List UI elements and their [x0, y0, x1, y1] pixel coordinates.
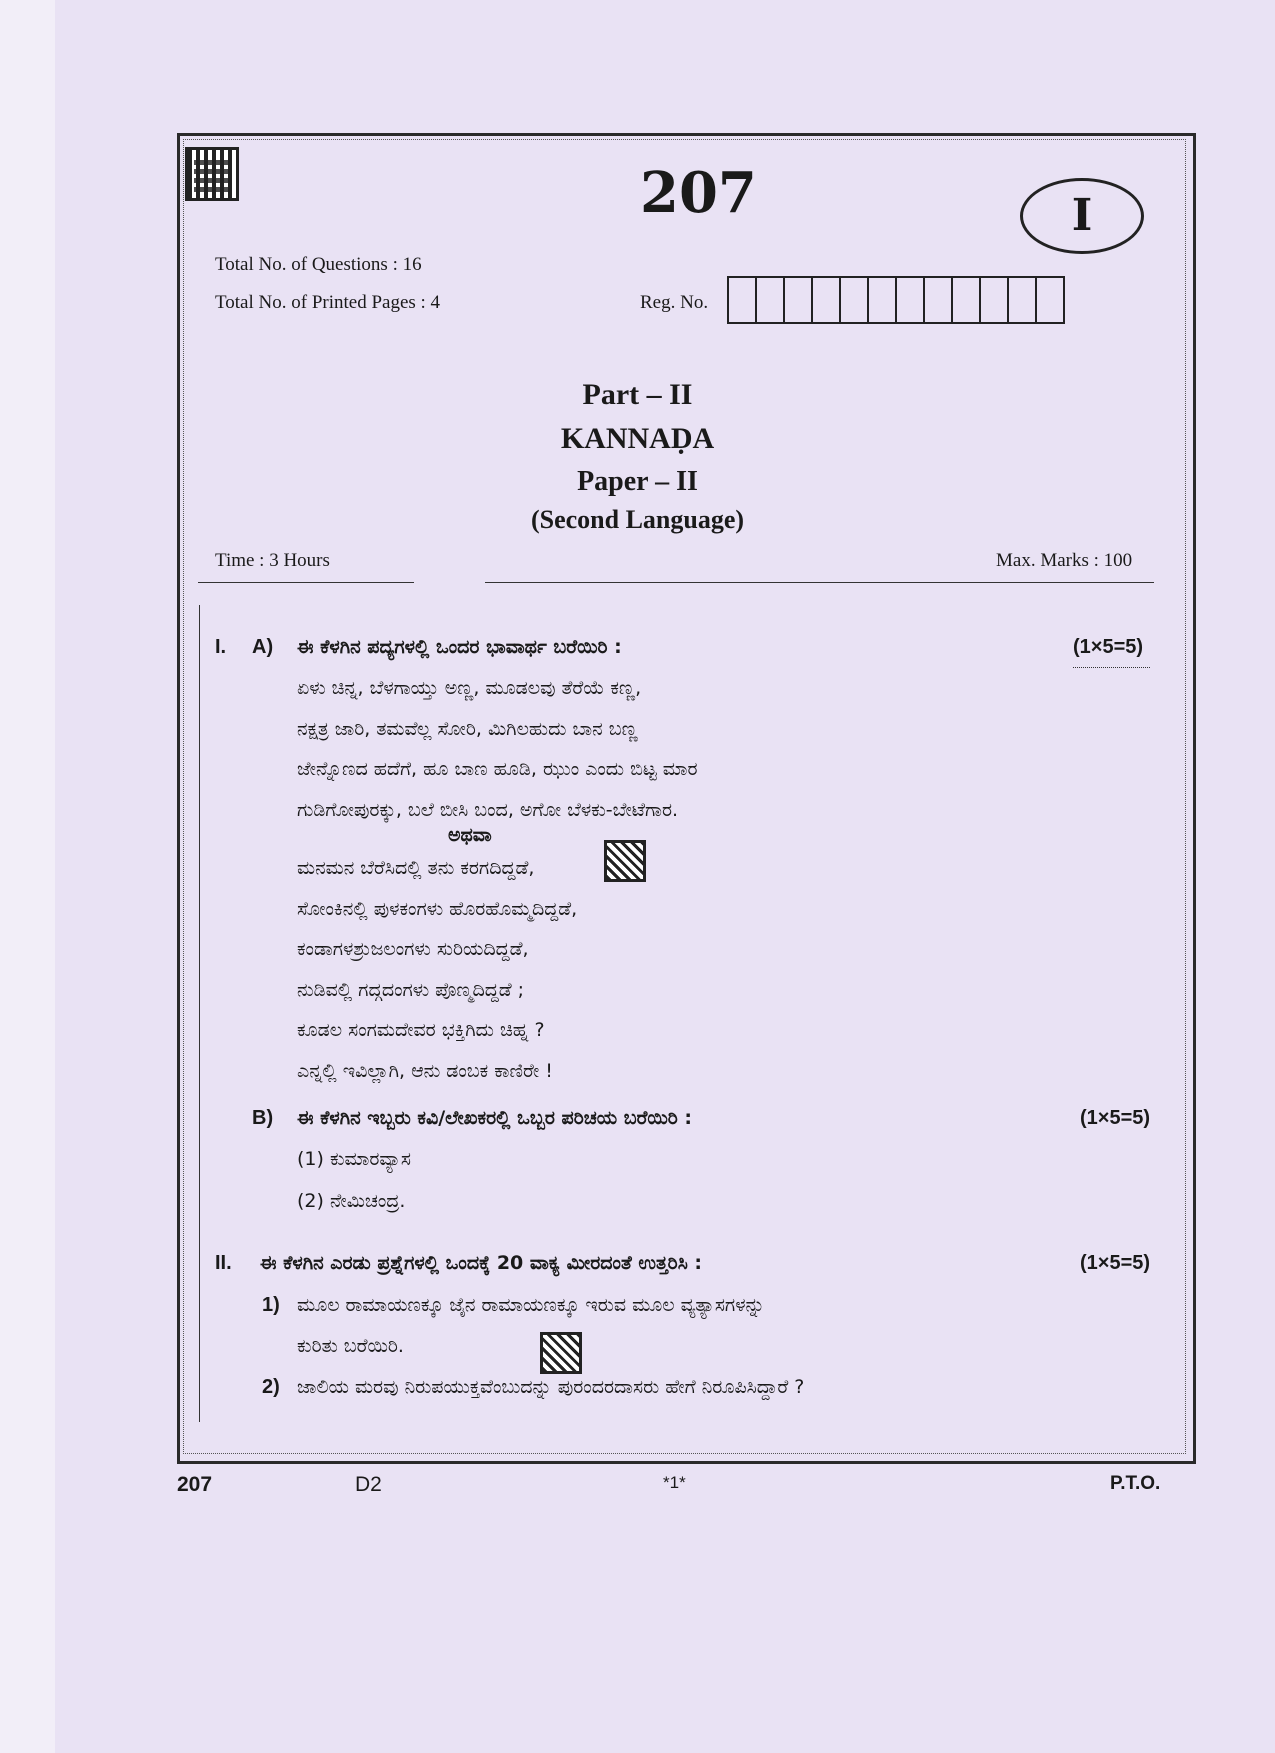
footer-page-number: *1*: [663, 1473, 686, 1492]
poem-1-line: ಗುಡಿಗೋಪುರಕ್ಕು, ಬಲೆ ಬೀಸಿ ಬಂದ, ಅಗೋ ಬೆಳಕು-ಬೇಟೆಗಾರ.: [297, 798, 679, 821]
poem-1-line: ನಕ್ಷತ್ರ ಜಾರಿ, ತಮವೆಲ್ಲ ಸೋರಿ, ಮಿಗಿಲಹುದು ಬಾನ ಬಣ್ಣ: [297, 717, 638, 740]
reg-no-label: Reg. No.: [640, 292, 709, 313]
total-pages: Total No. of Printed Pages : 4: [215, 292, 441, 313]
series-badge: I: [1020, 178, 1144, 254]
divider-left: [198, 582, 414, 583]
q2-number: II.: [215, 1252, 232, 1274]
q1a-label: A): [252, 636, 274, 658]
reg-no-boxes[interactable]: [727, 276, 1065, 324]
q2-item-1-text: ಮೂಲ ರಾಮಾಯಣಕ್ಕೂ ಜೈನ ರಾಮಾಯಣಕ್ಕೂ ಇರುವ ಮೂಲ ವ್ಯತ್ಯಾಸಗಳನ್ನು: [297, 1294, 765, 1316]
q2-item-1-number: 1): [262, 1294, 280, 1316]
divider-right: [485, 582, 1154, 583]
poem-2-line: ಕೂಡಲ ಸಂಗಮದೇವರ ಭಕ್ತಿಗಿದು ಚಿಹ್ನ ?: [297, 1019, 545, 1041]
poem-2-line: ಸೋಂಕಿನಲ್ಲಿ ಪುಳಕಂಗಳು ಹೊರಹೊಮ್ಮದಿದ್ದಡೆ,: [297, 897, 578, 920]
poem-2-line: ಎನ್ನಲ್ಲಿ ಇವಿಲ್ಲಾಗಿ, ಆನು ಡಂಬಕ ಕಾಣಿರೇ !: [297, 1059, 553, 1082]
q1a-marks-underline: [1073, 667, 1150, 668]
or-separator: ಅಥವಾ: [448, 824, 492, 846]
language-title: (Second Language): [530, 505, 745, 534]
left-margin-line: [199, 605, 200, 1422]
q1b-option: (2) ನೇಮಿಚಂದ್ರ.: [297, 1190, 406, 1212]
footer-pto: P.T.O.: [1110, 1473, 1161, 1494]
q1b-marks: (1×5=5): [1080, 1107, 1151, 1129]
footer-paper-code: 207: [177, 1473, 213, 1496]
q1a-marks: (1×5=5): [1073, 636, 1144, 658]
q1b-label: B): [252, 1107, 274, 1129]
paper-title: Paper – II: [577, 466, 698, 497]
q1b-option: (1) ಕುಮಾರವ್ಯಾಸ: [297, 1148, 411, 1170]
q1a-instruction: ಈ ಕೆಳಗಿನ ಪದ್ಯಗಳಲ್ಲಿ ಒಂದರ ಭಾವಾರ್ಥ ಬರೆಯಿರಿ :: [297, 636, 622, 658]
q2-instruction: ಈ ಕೆಳಗಿನ ಎರಡು ಪ್ರಶ್ನೆಗಳಲ್ಲಿ ಒಂದಕ್ಕೆ 20 ವಾಕ್ಯ ಮೀರದಂತೆ ಉತ್ತರಿಸಿ :: [260, 1252, 703, 1274]
q2-item-1-text-cont: ಕುರಿತು ಬರೆಯಿರಿ.: [297, 1335, 404, 1357]
subject-title: KANNAḌA: [560, 422, 715, 455]
poem-2-line: ಕಂಡಾಗಳಶ್ರುಜಲಂಗಳು ಸುರಿಯದಿದ್ದಡೆ,: [297, 938, 529, 960]
q1b-instruction: ಈ ಕೆಳಗಿನ ಇಬ್ಬರು ಕವಿ/ಲೇಖಕರಲ್ಲಿ ಒಬ್ಬರ ಪರಿಚಯ ಬರೆಯಿರಿ :: [297, 1107, 693, 1129]
total-questions: Total No. of Questions : 16: [215, 254, 422, 275]
max-marks-label: Max. Marks : 100: [996, 550, 1133, 571]
qr-code-icon: [604, 840, 646, 882]
q2-item-2-number: 2): [262, 1376, 280, 1398]
poem-2: [297, 848, 577, 1091]
poem-1-line: ಜೇನ್ನೊಣದ ಹದೆಗೆ, ಹೂ ಬಾಣ ಹೂಡಿ, ಝುಂ ಎಂದು ಬಿಟ್ಟ ಮಾರ: [297, 758, 698, 780]
part-title: Part – II: [582, 378, 693, 411]
poem-2-line: ನುಡಿವಲ್ಲಿ ಗದ್ಗದಂಗಳು ಪೊಣ್ಮದಿದ್ದಡೆ ;: [297, 978, 525, 1001]
poem-2-line: ಮನಮನ ಬೆರೆಸಿದಲ್ಲಿ ತನು ಕರಗದಿದ್ದಡೆ,: [297, 857, 535, 879]
footer-set: D2: [355, 1473, 382, 1496]
q1-number: I.: [215, 636, 227, 658]
q2-marks: (1×5=5): [1080, 1252, 1151, 1274]
poem-1: [297, 668, 698, 830]
paper-code: 207: [640, 160, 757, 226]
poem-1-line: ಏಳು ಚಿನ್ನ, ಬೆಳಗಾಯ್ತು ಅಣ್ಣ, ಮೂಡಲವು ತೆರೆಯೆ ಕಣ್ಣ,: [297, 677, 642, 699]
q2-item-2-text: ಜಾಲಿಯ ಮರವು ನಿರುಪಯುಕ್ತವೆಂಬುದನ್ನು ಪುರಂದರದಾಸರು ಹೇಗೆ ನಿರೂಪಿಸಿದ್ದಾರೆ ?: [297, 1376, 805, 1398]
qr-code-icon: [540, 1332, 582, 1374]
qr-code-icon: [188, 150, 236, 198]
time-label: Time : 3 Hours: [215, 550, 330, 571]
